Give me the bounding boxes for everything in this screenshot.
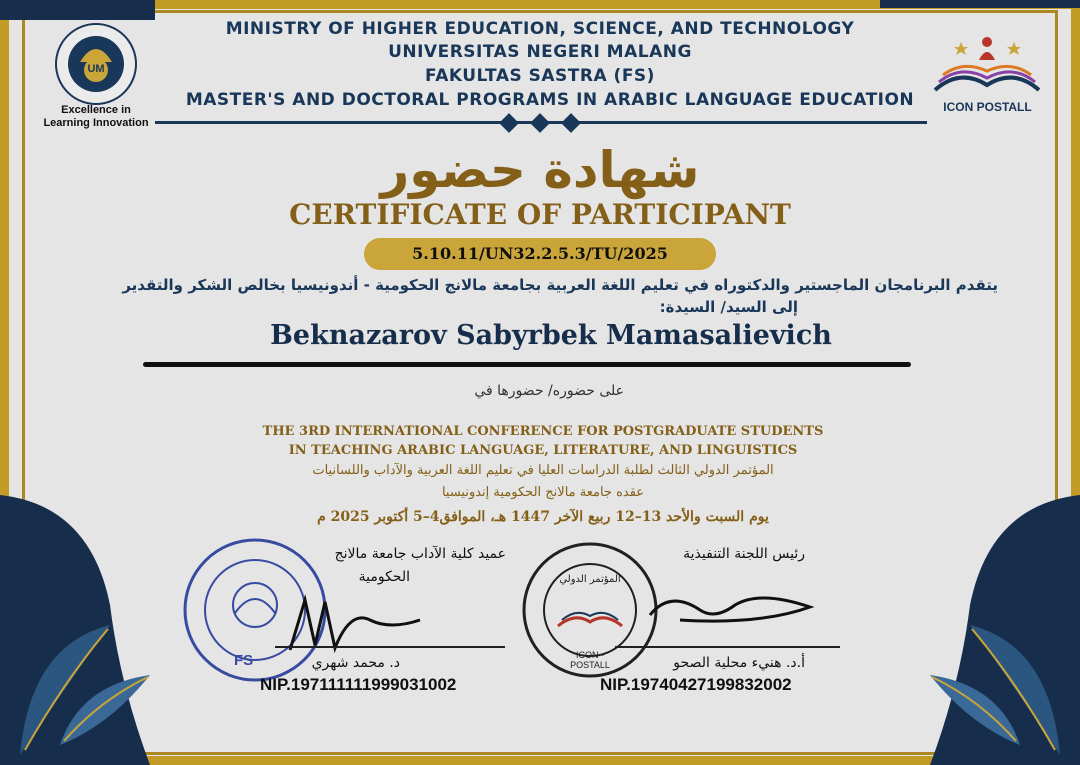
logo-caption-line1: Excellence in bbox=[61, 104, 131, 116]
seal-abbreviation: UM bbox=[87, 63, 105, 75]
corner-leaf-ornament-left bbox=[0, 495, 150, 765]
conference-title-ar-line1: المؤتمر الدولي الثالث لطلبة الدراسات العليا في تعليم اللغة العربية والآداب واللسانيات bbox=[312, 463, 774, 478]
signatory-right-title: رئيس اللجنة التنفيذية bbox=[683, 546, 805, 562]
header-university: UNIVERSITAS NEGERI MALANG bbox=[388, 42, 692, 62]
stamp-code: FS bbox=[234, 652, 254, 669]
recipient-prefix-arabic: إلى السيد/ السيدة: bbox=[659, 298, 798, 316]
attendance-text-arabic: على حضوره/ حضورها في bbox=[474, 383, 624, 399]
conference-title-en-line2: IN TEACHING ARABIC LANGUAGE, LITERATURE, AND LINGUISTICS bbox=[288, 443, 798, 458]
signatory-right-name: أ.د. هنيء محلية الصحو bbox=[673, 655, 805, 671]
conference-date-arabic: يوم السبت والأحد 13–12 ربيع الآخر 1447 هـ، الموافق4–5 أكتوبر 2025 م bbox=[317, 509, 769, 525]
signatory-left-title-line1: عميد كلية الآداب جامعة مالانج bbox=[334, 546, 506, 562]
signature-line-left bbox=[275, 646, 505, 648]
title-arabic: شهادة حضور bbox=[380, 141, 700, 199]
conference-title-en-line1: THE 3RD INTERNATIONAL CONFERENCE FOR POSTGRADUATE STUDENTS bbox=[262, 424, 824, 439]
logo-caption: ICON POSTALL bbox=[943, 100, 1032, 114]
signatory-left-name: د. محمد شهري bbox=[311, 655, 400, 671]
signatory-left-nip: NIP.197111111999031002 bbox=[260, 675, 457, 694]
signature-line-right bbox=[615, 646, 840, 648]
header-faculty: FAKULTAS SASTRA (FS) bbox=[425, 66, 655, 86]
corner-ribbon-top-left bbox=[0, 0, 155, 20]
corner-leaf-ornament-right bbox=[930, 495, 1080, 765]
signatory-left-title-line2: الحكومية bbox=[358, 569, 410, 585]
logo-caption-line2: Learning Innovation bbox=[43, 117, 149, 129]
header-ministry: MINISTRY OF HIGHER EDUCATION, SCIENCE, AND TECHNOLOGY bbox=[225, 19, 855, 39]
certificate-number-badge: 5.10.11/UN32.2.5.3/TU/2025 bbox=[364, 238, 716, 270]
signatory-right-nip: NIP.19740427199832002 bbox=[600, 675, 792, 694]
signature-right bbox=[640, 585, 820, 635]
intro-text-arabic: يتقدم البرنامجان الماجستير والدكتوراه في تعليم اللغة العربية بجامعة مالانج الحكومية - أندونيسيا بخالص الشكر والتقدير bbox=[122, 276, 998, 294]
recipient-name: Beknazarov Sabyrbek Mamasalievich bbox=[270, 320, 832, 351]
name-underline bbox=[143, 362, 911, 367]
conference-title-ar-line2: عقده جامعة مالانج الحكومية إندونيسيا bbox=[441, 485, 645, 500]
corner-ribbon-top-right bbox=[880, 0, 1080, 8]
stamp-inner-arabic: المؤتمر الدولي bbox=[559, 574, 621, 585]
signature-left bbox=[280, 590, 430, 660]
stamp-bottom-text: ICON - POSTALL bbox=[570, 650, 610, 670]
title-english: CERTIFICATE OF PARTICIPANT bbox=[289, 198, 791, 231]
header-program: MASTER'S AND DOCTORAL PROGRAMS IN ARABIC LANGUAGE EDUCATION bbox=[185, 90, 915, 110]
